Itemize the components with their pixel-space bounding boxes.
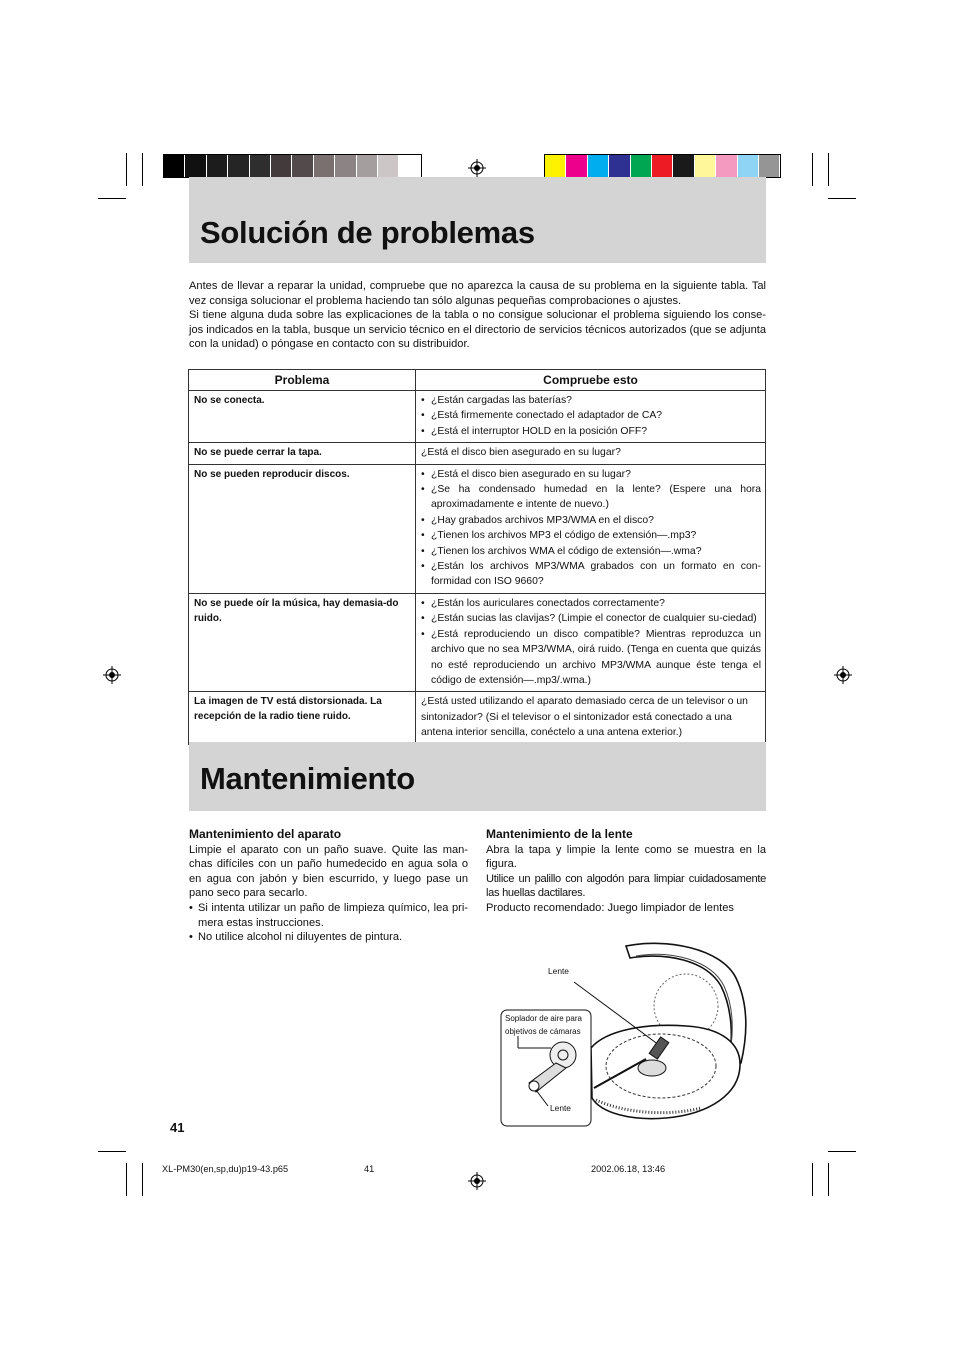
color-swatch — [250, 155, 271, 177]
check-cell — [416, 593, 766, 691]
grayscale-calibration-bar — [163, 154, 422, 178]
footer-page: 41 — [364, 1164, 375, 1174]
color-swatch — [588, 155, 609, 177]
problem-cell: No se puede cerrar la tapa. — [189, 443, 416, 464]
color-swatch — [271, 155, 292, 177]
color-swatch — [314, 155, 335, 177]
check-cell: ¿Está usted utilizando el aparato demasiado cerca de un televisor o un sintonizador? (Si el televisor o el sintonizador está conectado a una antena interior sencilla, conéctelo a una antena exterior.) — [416, 692, 766, 744]
footer-filename: XL-PM30(en,sp,du)p19-43.p65 — [162, 1164, 289, 1174]
color-swatch — [185, 155, 206, 177]
check-cell — [416, 391, 766, 443]
color-swatch — [228, 155, 249, 177]
color-swatch — [716, 155, 737, 177]
lens-maintenance-column — [486, 827, 766, 916]
table-header-row — [189, 370, 766, 391]
column-header-check: Compruebe esto — [416, 370, 766, 391]
check-cell — [416, 464, 766, 593]
color-swatch — [631, 155, 652, 177]
problem-cell: No se conecta. — [189, 391, 416, 443]
intro-paragraph: Si tiene alguna duda sobre las explicaciones de la tabla o no consigue solucionar el problema siguiendo los conse-jos indicados en la tabla, busque un servicio técnico en el directorio de servicios técnicos autorizados (que se adjunta con la unidad) o póngase en contacto con su distribuidor. — [189, 309, 766, 351]
check-item: • ¿Está el interruptor HOLD en la posición OFF? — [421, 424, 761, 439]
color-swatch — [207, 155, 228, 177]
color-swatch — [164, 155, 185, 177]
figure-label-blower: Soplador de aire para objetivos de cámaras — [505, 1014, 582, 1036]
device-maintenance-bullet: • Si intenta utilizar un paño de limpieza químico, lea pri-mera estas instrucciones. — [189, 901, 468, 930]
color-swatch — [292, 155, 313, 177]
page-number: 41 — [170, 1120, 185, 1135]
check-cell: ¿Está el disco bien asegurado en su lugar? — [416, 443, 766, 464]
lens-maintenance-text: Utilice un palillo con algodón para limpiar cuidadosamente las huellas dactilares. — [486, 872, 766, 900]
table-row — [189, 692, 766, 744]
lens-maintenance-heading: Mantenimiento de la lente — [486, 827, 633, 841]
color-swatch — [652, 155, 673, 177]
color-swatch — [609, 155, 630, 177]
color-swatch — [378, 155, 399, 177]
troubleshooting-table — [188, 369, 766, 745]
device-maintenance-heading: Mantenimiento del aparato — [189, 827, 342, 841]
color-swatch — [738, 155, 759, 177]
footer-date: 2002.06.18, 13:46 — [591, 1164, 666, 1174]
color-swatch — [566, 155, 587, 177]
color-swatch — [695, 155, 716, 177]
color-swatch — [399, 155, 420, 177]
maintenance-header-band — [189, 742, 766, 811]
column-header-problem: Problema — [189, 370, 416, 391]
device-maintenance-column — [189, 827, 468, 945]
check-item: • ¿Está reproduciendo un disco compatible? Mientras reproduzca un archivo que no sea MP3/WMA, oirá ruido. (Tenga en cuenta que quizás no esté reproduciendo un archivo MP3/WMA aunque éste tenga el código de extensión—.mp3/.wma.) — [421, 627, 761, 689]
table-row — [189, 593, 766, 691]
check-item: • ¿Están los auriculares conectados correctamente? — [421, 596, 761, 611]
figure-label-lens: Lente — [550, 1103, 571, 1113]
color-swatch — [673, 155, 694, 177]
device-maintenance-bullet: • No utilice alcohol ni diluyentes de pintura. — [189, 930, 468, 945]
section-title: Mantenimiento — [200, 761, 415, 796]
check-item: • ¿Está firmemente conectado el adaptador de CA? — [421, 408, 761, 423]
troubleshooting-intro — [189, 279, 766, 352]
check-item: • ¿Se ha condensado humedad en la lente? (Espere una hora aproximadamente e intente de nuevo.) — [421, 482, 761, 513]
problem-cell: No se puede oír la música, hay demasia-do ruido. — [189, 593, 416, 691]
table-row — [189, 464, 766, 593]
lens-maintenance-text: Abra la tapa y limpie la lente como se muestra en la figura. — [486, 843, 766, 871]
check-item: • ¿Están sucias las clavijas? (Limpie el conector de cualquier su-ciedad) — [421, 611, 761, 626]
check-item: • ¿Están cargadas las baterías? — [421, 393, 761, 408]
page-title: Solución de problemas — [200, 215, 535, 250]
check-item: • ¿Hay grabados archivos MP3/WMA en el disco? — [421, 513, 761, 528]
registration-mark-icon — [468, 1172, 486, 1190]
registration-mark-icon — [468, 159, 486, 177]
color-calibration-bar — [544, 154, 781, 178]
table-row — [189, 443, 766, 464]
problem-cell: No se pueden reproducir discos. — [189, 464, 416, 593]
device-maintenance-text: Limpie el aparato con un paño suave. Quite las man-chas difíciles con un paño humedecido en agua sola o en agua con jabón y bien escurrido, y luego pase un pano seco para secarlo. — [189, 843, 468, 900]
intro-paragraph: Antes de llevar a reparar la unidad, compruebe que no aparezca la causa de su problema en la siguiente tabla. Tal vez consiga solucionar el problema haciendo tan sólo algunas pequeñas comprobaciones o ajustes. — [189, 280, 766, 307]
problem-cell: La imagen de TV está distorsionada. La recepción de la radio tiene ruido. — [189, 692, 416, 744]
table-row — [189, 391, 766, 443]
lens-maintenance-text: Producto recomendado: Juego limpiador de lentes — [486, 901, 734, 914]
color-swatch — [759, 155, 780, 177]
check-item: • ¿Tienen los archivos WMA el código de extensión—.wma? — [421, 544, 761, 559]
color-swatch — [545, 155, 566, 177]
registration-mark-icon — [834, 666, 852, 684]
registration-mark-icon — [103, 666, 121, 684]
troubleshooting-header-band — [189, 177, 766, 263]
check-item: • ¿Están los archivos MP3/WMA grabados con un formato en con-formidad con ISO 9660? — [421, 559, 761, 590]
check-item: • ¿Tienen los archivos MP3 el código de extensión—.mp3? — [421, 528, 761, 543]
figure-label-lens: Lente — [548, 966, 569, 976]
check-item: • ¿Está el disco bien asegurado en su lugar? — [421, 467, 761, 482]
color-swatch — [357, 155, 378, 177]
color-swatch — [335, 155, 356, 177]
